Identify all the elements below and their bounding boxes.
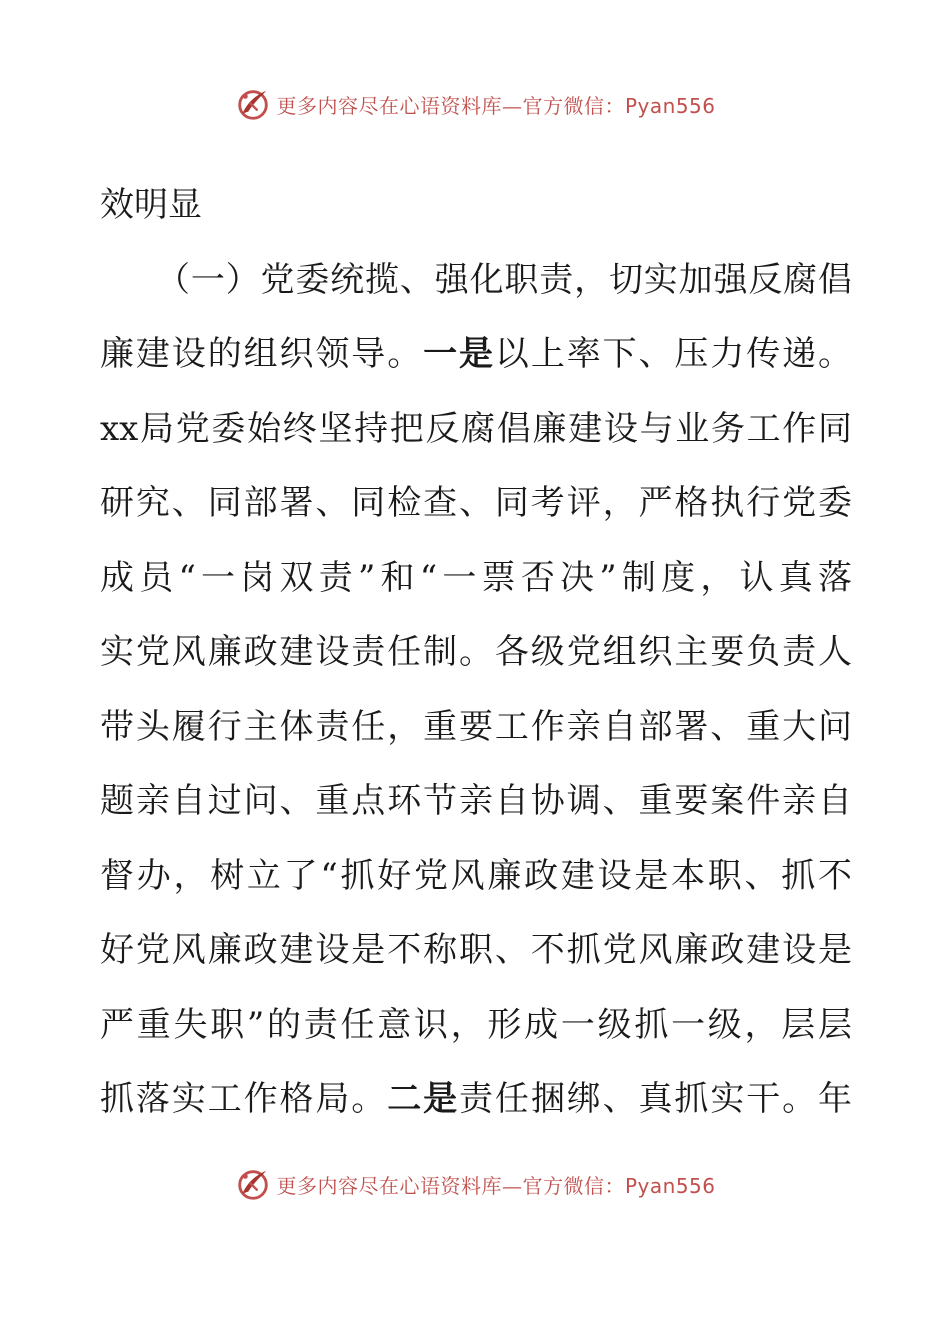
banner-text — [276, 1170, 715, 1199]
text-line: xx局党委始终坚持把反腐倡廉建设与业务工作同 — [100, 408, 852, 449]
wechat-id: Pyan556 — [624, 1173, 716, 1198]
bold-marker: 二是 — [387, 1079, 460, 1119]
red-brush-seal-icon — [234, 85, 272, 123]
text-line: 实党风廉政建设责任制。各级党组织主要负责人 — [100, 632, 852, 672]
banner-slogan: 更多内容尽在心语资料库—官方微信： — [276, 1173, 625, 1198]
text-line: 督办，树立了“抓好党风廉政建设是本职、抓不 — [100, 855, 852, 896]
text-line: 带头履行主体责任，重要工作亲自部署、重大问 — [100, 706, 852, 747]
banner-slogan: 更多内容尽在心语资料库—官方微信： — [276, 93, 625, 118]
red-brush-seal-icon — [234, 1165, 272, 1203]
header-banner — [0, 82, 950, 126]
banner-text — [276, 90, 715, 119]
section-heading-line: （一）党委统揽、强化职责，切实加强反腐倡 — [156, 259, 852, 300]
document-body — [100, 168, 852, 1137]
text-line: 研究、同部署、同检查、同考评，严格执行党委 — [100, 483, 852, 523]
bold-marker: 一是 — [423, 334, 495, 374]
text-line: 好党风廉政建设是不称职、不抓党风廉政建设是 — [100, 930, 852, 970]
text-line: 抓落实工作格局。二是责任捆绑、真抓实干。年 — [100, 1079, 853, 1119]
text-line: 题亲自过问、重点环节亲自协调、重要案件亲自 — [100, 781, 852, 821]
footer-banner — [0, 1162, 950, 1206]
text-line: 效明显 — [100, 185, 202, 225]
text-line: 严重失职”的责任意识，形成一级抓一级，层层 — [100, 1004, 852, 1045]
wechat-id: Pyan556 — [624, 93, 716, 118]
text-line: 廉建设的组织领导。一是以上率下、压力传递。 — [100, 334, 853, 374]
text-line: 成员“一岗双责”和“一票否决”制度，认真落 — [100, 557, 852, 598]
